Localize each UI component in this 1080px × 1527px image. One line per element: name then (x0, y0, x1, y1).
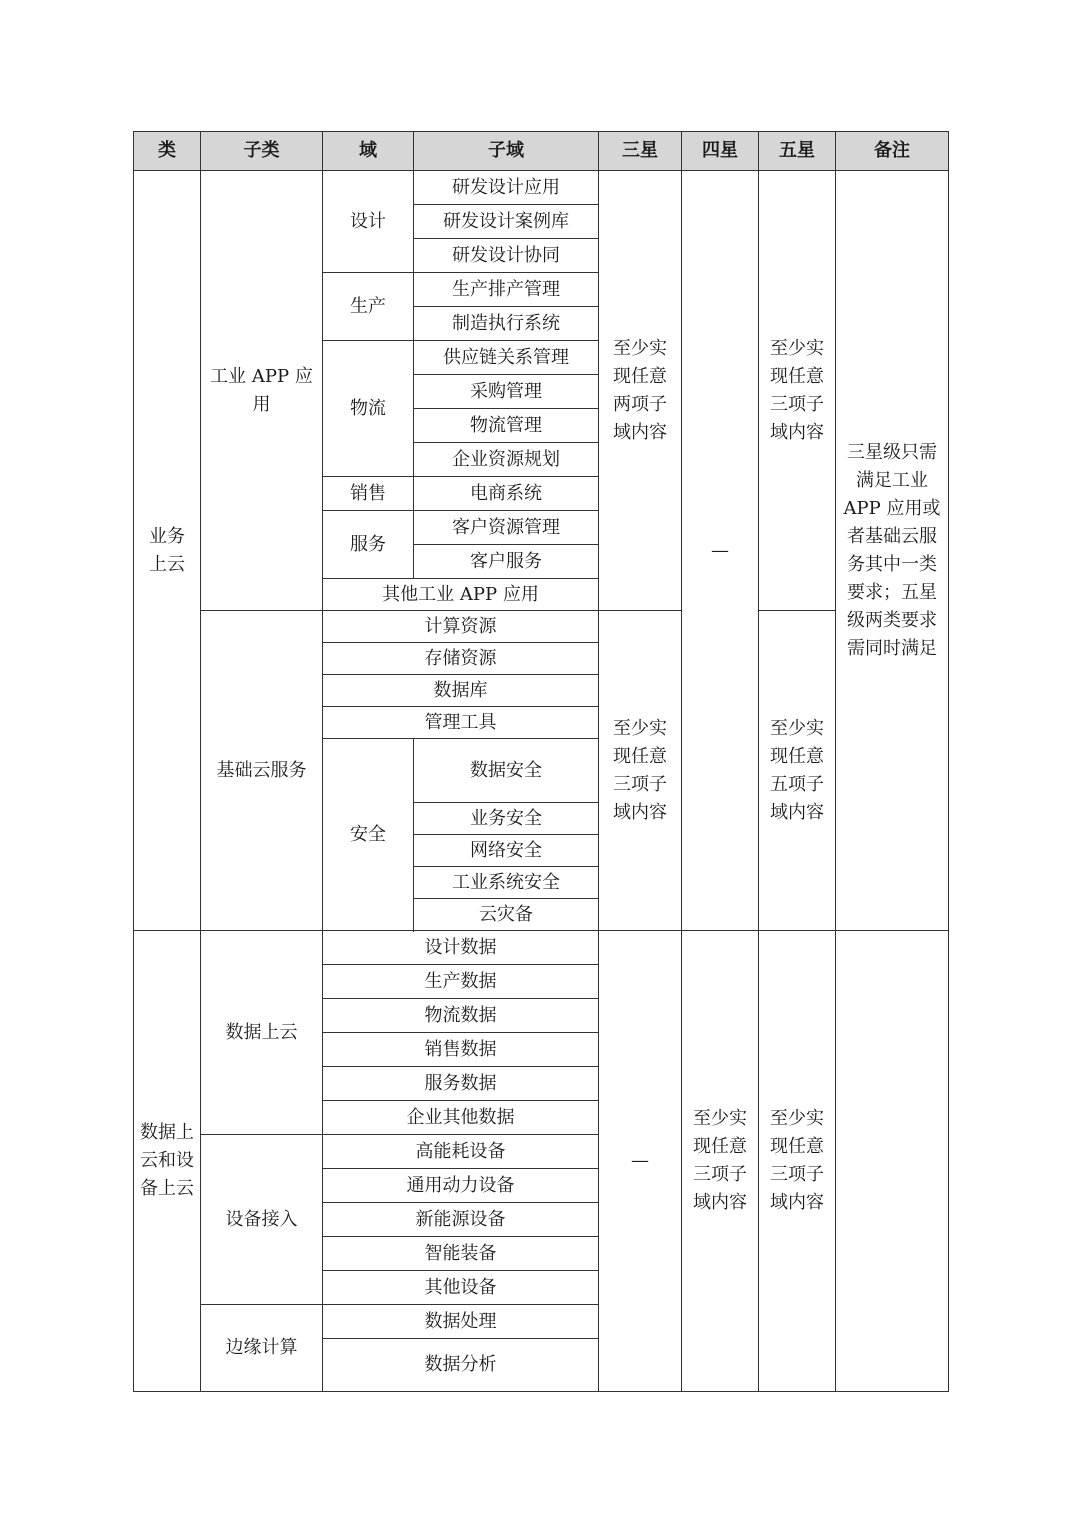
subclass-data-upload: 数据上云 (201, 931, 323, 1135)
subclass-edge-computing: 边缘计算 (201, 1305, 323, 1392)
header-remark: 备注 (836, 132, 949, 171)
subclass-basic-cloud: 基础云服务 (201, 611, 323, 931)
four-star-data-cloud (682, 931, 759, 1392)
edge-item: 数据分析 (323, 1339, 599, 1392)
header-domain: 域 (323, 132, 414, 171)
table-row (134, 171, 949, 205)
device-item: 新能源设备 (323, 1203, 599, 1237)
remark-business-cloud-text: 三星级只需满足工业 APP 应用或者基础云服务其中一类要求；五星级两类要求需同时满足 (843, 441, 941, 659)
subdomain-cell: 客户资源管理 (414, 511, 599, 545)
table-row (134, 931, 949, 965)
three-star-industrial-app (599, 171, 682, 611)
subclass-device-access: 设备接入 (201, 1135, 323, 1305)
subdomain-cell: 业务安全 (414, 803, 599, 835)
three-star-data-cloud: — (599, 931, 682, 1392)
four-star-business-cloud: — (682, 171, 759, 931)
table-row (134, 611, 949, 643)
domain-security: 安全 (323, 739, 414, 931)
data-item: 生产数据 (323, 965, 599, 999)
device-item: 高能耗设备 (323, 1135, 599, 1169)
subdomain-cell: 研发设计协同 (414, 239, 599, 273)
header-three-star: 三星 (599, 132, 682, 171)
subdomain-cell: 数据安全 (414, 739, 599, 803)
data-item: 服务数据 (323, 1067, 599, 1101)
three-star-basic-cloud (599, 611, 682, 931)
subdomain-cell: 制造执行系统 (414, 307, 599, 341)
subdomain-cell: 电商系统 (414, 477, 599, 511)
other-industrial-app: 其他工业 APP 应用 (323, 579, 599, 611)
five-star-data-cloud-text: 至少实现任意三项子域内容 (770, 1108, 824, 1213)
data-item: 销售数据 (323, 1033, 599, 1067)
subdomain-cell: 云灾备 (414, 899, 599, 931)
domain-logistics: 物流 (323, 341, 414, 477)
basic-cloud-item: 数据库 (323, 675, 599, 707)
domain-production: 生产 (323, 273, 414, 341)
subdomain-cell: 客户服务 (414, 545, 599, 579)
device-item: 智能装备 (323, 1237, 599, 1271)
category-business-cloud-text: 业务 上云 (149, 525, 185, 575)
star-level-table (133, 131, 949, 1392)
subdomain-cell: 采购管理 (414, 375, 599, 409)
header-subclass: 子类 (201, 132, 323, 171)
subdomain-cell: 生产排产管理 (414, 273, 599, 307)
five-star-basic-cloud-text: 至少实现任意五项子域内容 (770, 717, 824, 823)
basic-cloud-item: 计算资源 (323, 611, 599, 643)
five-star-basic-cloud (759, 611, 836, 931)
five-star-industrial-app-text: 至少实现任意三项子域内容 (770, 337, 824, 443)
subdomain-cell: 研发设计案例库 (414, 205, 599, 239)
subclass-industrial-app-text: 工业 APP 应用 (210, 365, 313, 415)
header-five-star: 五星 (759, 132, 836, 171)
data-item: 设计数据 (323, 931, 599, 965)
device-item: 其他设备 (323, 1271, 599, 1305)
five-star-industrial-app (759, 171, 836, 611)
data-item: 企业其他数据 (323, 1101, 599, 1135)
subdomain-cell: 供应链关系管理 (414, 341, 599, 375)
category-data-cloud-text: 数据上云和设备上云 (140, 1122, 194, 1199)
edge-item: 数据处理 (323, 1305, 599, 1339)
subclass-industrial-app (201, 171, 323, 611)
three-star-industrial-app-text: 至少实现任意两项子域内容 (613, 337, 667, 443)
subdomain-cell: 网络安全 (414, 835, 599, 867)
header-category: 类 (134, 132, 201, 171)
domain-design: 设计 (323, 171, 414, 273)
category-business-cloud (134, 171, 201, 931)
four-star-data-cloud-text: 至少实现任意三项子域内容 (693, 1108, 747, 1213)
subdomain-cell: 工业系统安全 (414, 867, 599, 899)
subdomain-cell: 企业资源规划 (414, 443, 599, 477)
category-data-cloud (134, 931, 201, 1392)
domain-sales: 销售 (323, 477, 414, 511)
device-item: 通用动力设备 (323, 1169, 599, 1203)
domain-service: 服务 (323, 511, 414, 579)
remark-business-cloud (836, 171, 949, 931)
basic-cloud-item: 存储资源 (323, 643, 599, 675)
header-four-star: 四星 (682, 132, 759, 171)
basic-cloud-item: 管理工具 (323, 707, 599, 739)
five-star-data-cloud (759, 931, 836, 1392)
header-row (134, 132, 949, 171)
three-star-basic-cloud-text: 至少实现任意三项子域内容 (613, 717, 667, 823)
remark-data-cloud (836, 931, 949, 1392)
data-item: 物流数据 (323, 999, 599, 1033)
header-subdomain: 子域 (414, 132, 599, 171)
subdomain-cell: 研发设计应用 (414, 171, 599, 205)
subdomain-cell: 物流管理 (414, 409, 599, 443)
